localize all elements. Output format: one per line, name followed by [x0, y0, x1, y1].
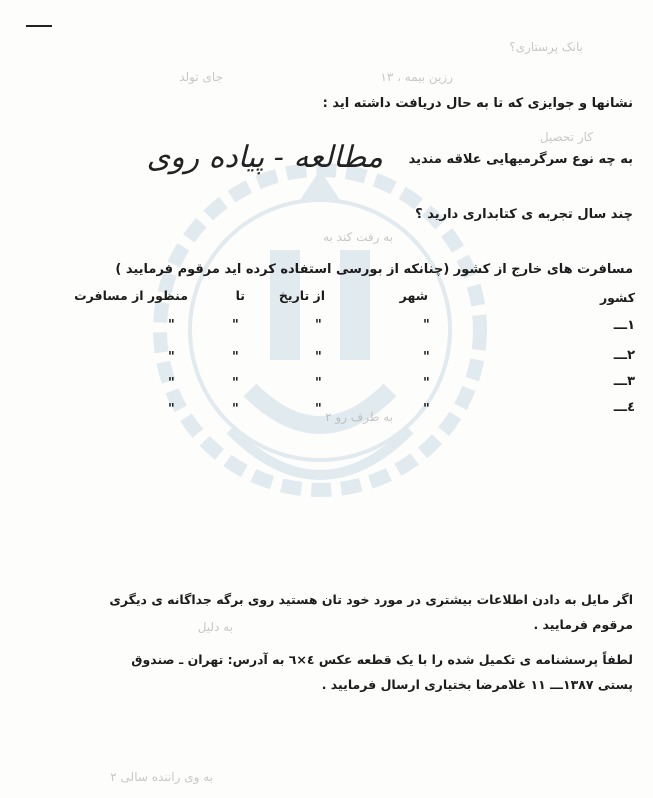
ditto-mark: " — [232, 318, 239, 333]
ditto-mark: " — [423, 402, 430, 417]
ditto-mark: " — [315, 350, 322, 365]
bleed-through-text: بانک پرستاری؟ — [509, 40, 583, 54]
table-row-label: ۲ـــ — [613, 348, 635, 363]
bleed-through-text: به وی راننده سالی ۲ — [110, 770, 213, 784]
ditto-mark: " — [232, 402, 239, 417]
ditto-mark: " — [315, 376, 322, 391]
bleed-through-text: به طرف رو ۲ — [325, 410, 393, 424]
footer-line: لطفاً پرسشنامه ی تکمیل شده را با یک قطعه عکس ٤×٦ به آدرس: تهران ـ صندوق — [131, 652, 633, 667]
ditto-mark: " — [315, 402, 322, 417]
ditto-mark: " — [423, 376, 430, 391]
ditto-mark: " — [168, 376, 175, 391]
bleed-through-text: به رفت کند به — [323, 230, 393, 244]
ditto-mark: " — [168, 402, 175, 417]
table-row-label: ٤ـــ — [613, 400, 635, 415]
hobbies-handwritten-answer: مطالعه - پیاده روی — [146, 140, 383, 175]
table-row-label: ۱ـــ — [613, 318, 635, 333]
travel-question: مسافرت های خارج از کشور (چنانکه از بورسی استفاده کرده اید مرقوم فرمایید ) — [115, 262, 633, 277]
corner-dash-mark — [26, 24, 52, 28]
ditto-mark: " — [232, 376, 239, 391]
ditto-mark: " — [315, 318, 322, 333]
table-row-label: ۳ـــ — [613, 374, 635, 389]
column-header-purpose: منظور از مسافرت — [74, 288, 188, 303]
bleed-through-text: جای تولد — [179, 70, 223, 84]
column-header-country: کشور — [599, 290, 635, 305]
ditto-mark: " — [168, 350, 175, 365]
bleed-through-text: کار تحصیل — [539, 130, 593, 144]
hobbies-question: به چه نوع سرگرمیهایی علاقه مندید — [408, 152, 633, 167]
footer-line: اگر مایل به دادن اطلاعات بیشتری در مورد خود تان هستید روی برگه جداگانه ی دیگری — [109, 592, 633, 607]
ditto-mark: " — [168, 318, 175, 333]
bleed-through-text: به دلیل — [197, 620, 233, 634]
bleed-through-text: رزین بیمه ، ۱۳ — [380, 70, 453, 84]
experience-question: چند سال تجربه ی کتابداری دارید ؟ — [415, 207, 633, 222]
column-header-city: شهر — [399, 288, 428, 303]
ditto-mark: " — [232, 350, 239, 365]
column-header-from-date: از تاریخ — [278, 288, 325, 303]
column-header-to: تا — [235, 288, 245, 303]
awards-question: نشانها و جوایزی که تا به حال دریافت داشته اید : — [322, 96, 633, 111]
ditto-mark: " — [423, 350, 430, 365]
ditto-mark: " — [423, 318, 430, 333]
footer-line: پستی ١٣٨٧ـــ ١١ غلامرضا بختیاری ارسال فرمایید . — [321, 677, 633, 692]
footer-line: مرقوم فرمایید . — [533, 617, 633, 632]
